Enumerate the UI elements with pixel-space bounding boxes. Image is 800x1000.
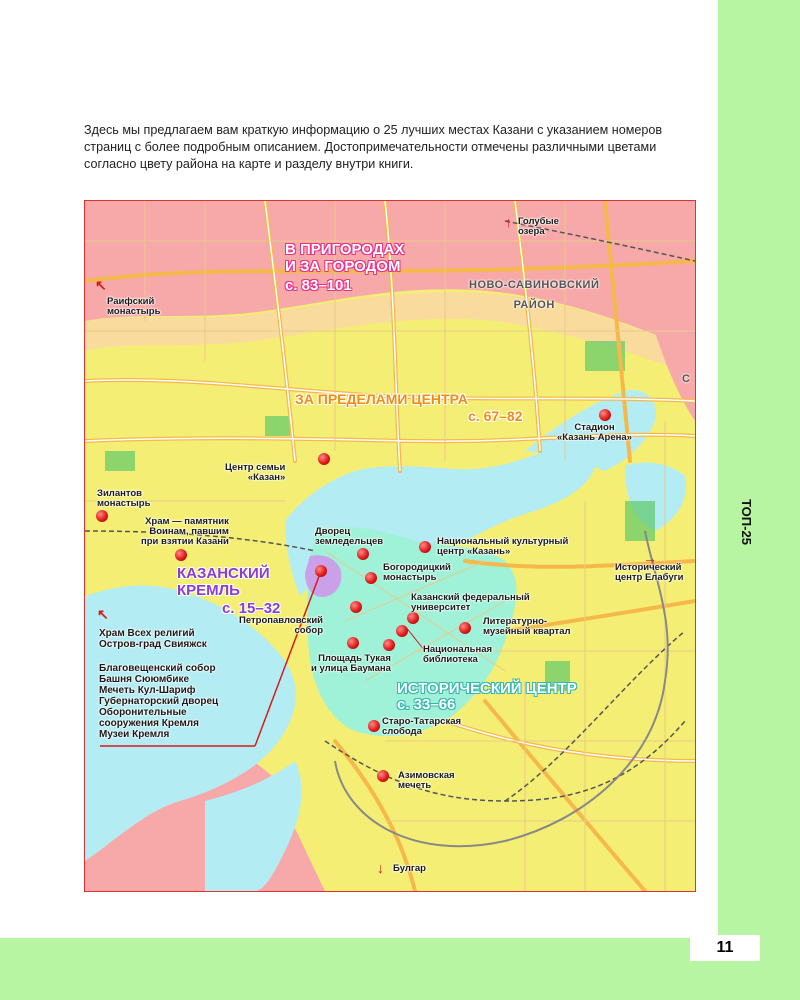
label-bogoroditsky: Богородицкий монастырь	[383, 562, 451, 583]
area-partial-label: С	[682, 373, 691, 385]
district-center-name: ИСТОРИЧЕСКИЙ ЦЕНТР	[397, 680, 577, 697]
label-petropavlovsky: Петропавловский собор	[239, 615, 324, 636]
label-family-center: Центр семьи «Казан»	[225, 462, 286, 483]
intro-paragraph: Здесь мы предлагаем вам краткую информацию о 25 лучших местах Казани с указанием номеров страниц с более подробным описанием. Достопримечательности отмечены различными цветами согласно цвету района на карте и разделу внутри книги.	[84, 123, 663, 171]
map-marker[interactable]	[347, 637, 359, 649]
district-kremlin-pages: с. 15–32	[222, 600, 281, 617]
bottom-margin-bar	[0, 938, 800, 1000]
kazan-map[interactable]	[84, 200, 696, 892]
arrow-up-left-icon: ↖	[97, 606, 109, 622]
label-kfu: Казанский федеральный университет	[411, 592, 530, 613]
arrow-up-left-icon: ↖	[95, 277, 107, 293]
district-suburbs-name: В ПРИГОРОДАХ И ЗА ГОРОДОМ	[285, 241, 405, 275]
label-staro-tatar: Старо-Татарская слобода	[382, 716, 462, 737]
district-center-pages: с. 33–66	[397, 696, 456, 713]
map-marker[interactable]	[315, 565, 327, 577]
map-marker[interactable]	[318, 453, 330, 465]
map-marker[interactable]	[350, 601, 362, 613]
page-number: 11	[716, 939, 734, 956]
area-novo-savinovsky: НОВО-САВИНОВСКИЙ РАЙОН	[469, 279, 600, 311]
label-golubye-ozera: Голубые озера	[518, 216, 559, 237]
arrow-up-icon: ↑	[505, 214, 512, 230]
arrow-right-icon: →	[643, 550, 657, 566]
label-kremlin-list: Благовещенский собор Башня Сююмбике Мечеть Кул-Шариф Губернаторский дворец Оборонительные сооружения Кремля Музеи Кремля	[99, 663, 219, 740]
label-tukaya: Площадь Тукая и улица Баумана	[311, 653, 391, 674]
label-stadium: Стадион «Казань Арена»	[557, 422, 632, 443]
map-marker[interactable]	[383, 639, 395, 651]
label-khram-pamyatnik: Храм — памятник Воинам, павшим при взятии Казани	[141, 516, 229, 547]
label-dvorets: Дворец земледельцев	[315, 526, 384, 547]
map-marker[interactable]	[96, 510, 108, 522]
label-historic-elabuga: Исторический центр Елабуги	[615, 562, 684, 583]
label-bulgar: Булгар	[393, 863, 426, 874]
label-azimovskaya: Азимовская мечеть	[398, 770, 455, 791]
section-tab-label: ТОП-25	[739, 499, 754, 545]
label-national-library: Национальная библиотека	[423, 644, 493, 665]
map-marker[interactable]	[368, 720, 380, 732]
label-all-religions: Храм Всех религий Остров-град Свияжск	[99, 628, 207, 650]
label-literary-quarter: Литературно- музейный квартал	[483, 616, 571, 637]
map-marker[interactable]	[377, 770, 389, 782]
district-outer-name: ЗА ПРЕДЕЛАМИ ЦЕНТРА	[295, 391, 468, 407]
label-raifsky: Раифский монастырь	[107, 296, 161, 317]
map-marker[interactable]	[396, 625, 408, 637]
map-marker[interactable]	[175, 549, 187, 561]
side-margin-bar	[718, 0, 800, 1000]
arrow-down-icon: ↓	[377, 860, 384, 876]
map-marker[interactable]	[419, 541, 431, 553]
label-national-culture: Национальный культурный центр «Казань»	[437, 536, 569, 557]
map-marker[interactable]	[365, 572, 377, 584]
map-marker[interactable]	[407, 612, 419, 624]
label-zilantov: Зилантов монастырь	[97, 488, 151, 509]
map-marker[interactable]	[459, 622, 471, 634]
map-marker[interactable]	[599, 409, 611, 421]
district-suburbs-pages: с. 83–101	[285, 277, 352, 294]
map-marker[interactable]	[357, 548, 369, 560]
district-kremlin-name: КАЗАНСКИЙ КРЕМЛЬ	[177, 565, 270, 599]
district-outer-pages: с. 67–82	[468, 408, 523, 424]
